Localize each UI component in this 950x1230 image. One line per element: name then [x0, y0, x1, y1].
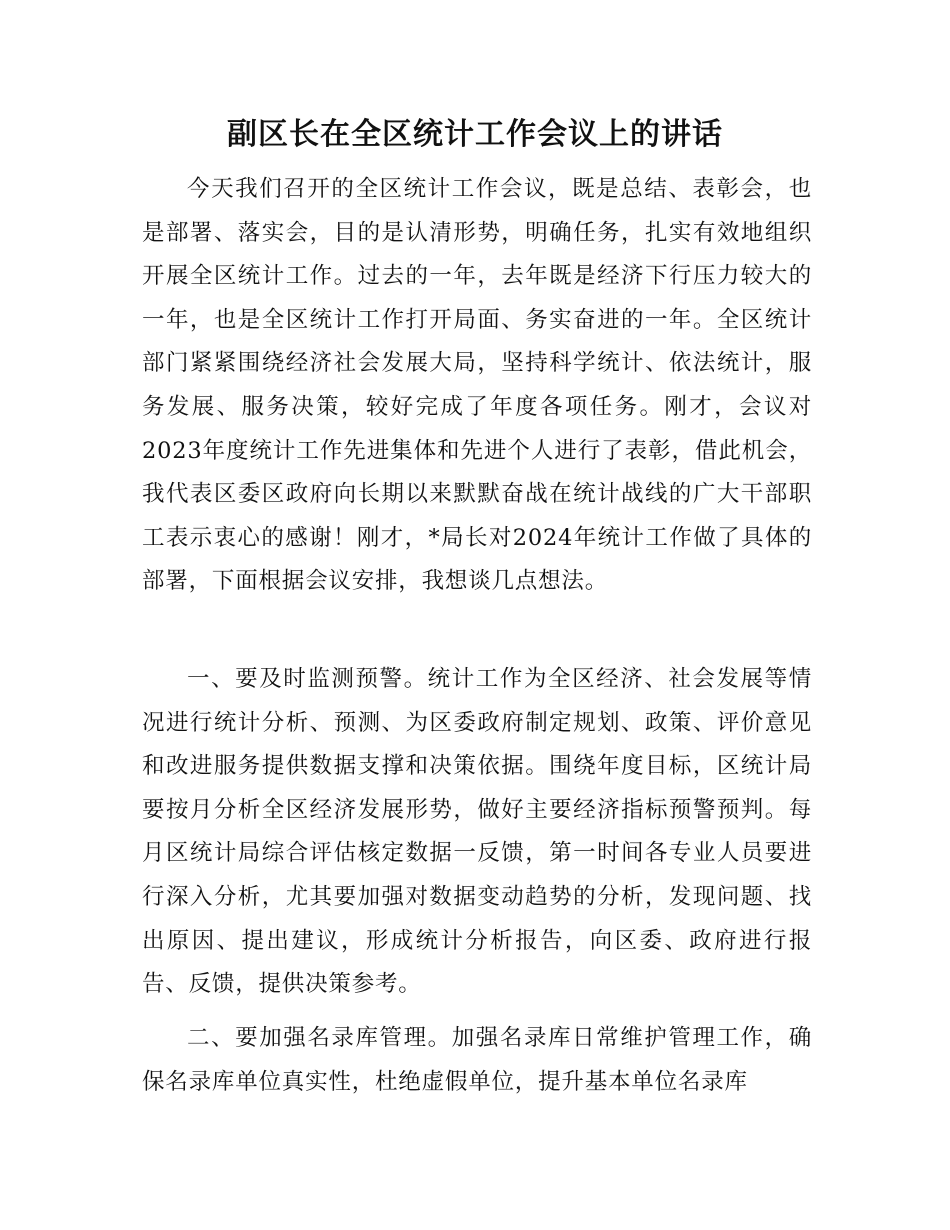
paragraph-intro: 今天我们召开的全区统计工作会议，既是总结、表彰会，也是部署、落实会，目的是认清形势，明确任务，扎实有效地组织开展全区统计工作。过去的一年，去年既是经济下行压力较大的一年，也是全区统计工作打开局面、务实奋进的一年。全区统计部门紧紧围绕经济社会发展大局，坚持科学统计、依法统计，服务发展、服务决策，较好完成了年度各项任务。刚才，会议对2023年度统计工作先进集体和先进个人进行了表彰，借此机会，我代表区委区政府向长期以来默默奋战在统计战线的广大干部职工表示衷心的感谢！刚才，*局长对2024年统计工作做了具体的部署，下面根据会议安排，我想谈几点想法。: [142, 176, 812, 595]
paragraph-section-two: 二、要加强名录库管理。加强名录库日常维护管理工作，确保名录库单位真实性，杜绝虚假单位，提升基本单位名录库: [142, 1025, 812, 1095]
paragraph-section-one: 一、要及时监测预警。统计工作为全区经济、社会发展等情况进行统计分析、预测、为区委政府制定规划、政策、评价意见和改进服务提供数据支撑和决策依据。围绕年度目标，区统计局要按月分析全区经济发展形势，做好主要经济指标预警预判。每月区统计局综合评估核定数据一反馈，第一时间各专业人员要进行深入分析，尤其要加强对数据变动趋势的分析，发现问题、找出原因、提出建议，形成统计分析报告，向区委、政府进行报告、反馈，提供决策参考。: [142, 666, 812, 998]
document-title: 副区长在全区统计工作会议上的讲话: [227, 117, 723, 152]
